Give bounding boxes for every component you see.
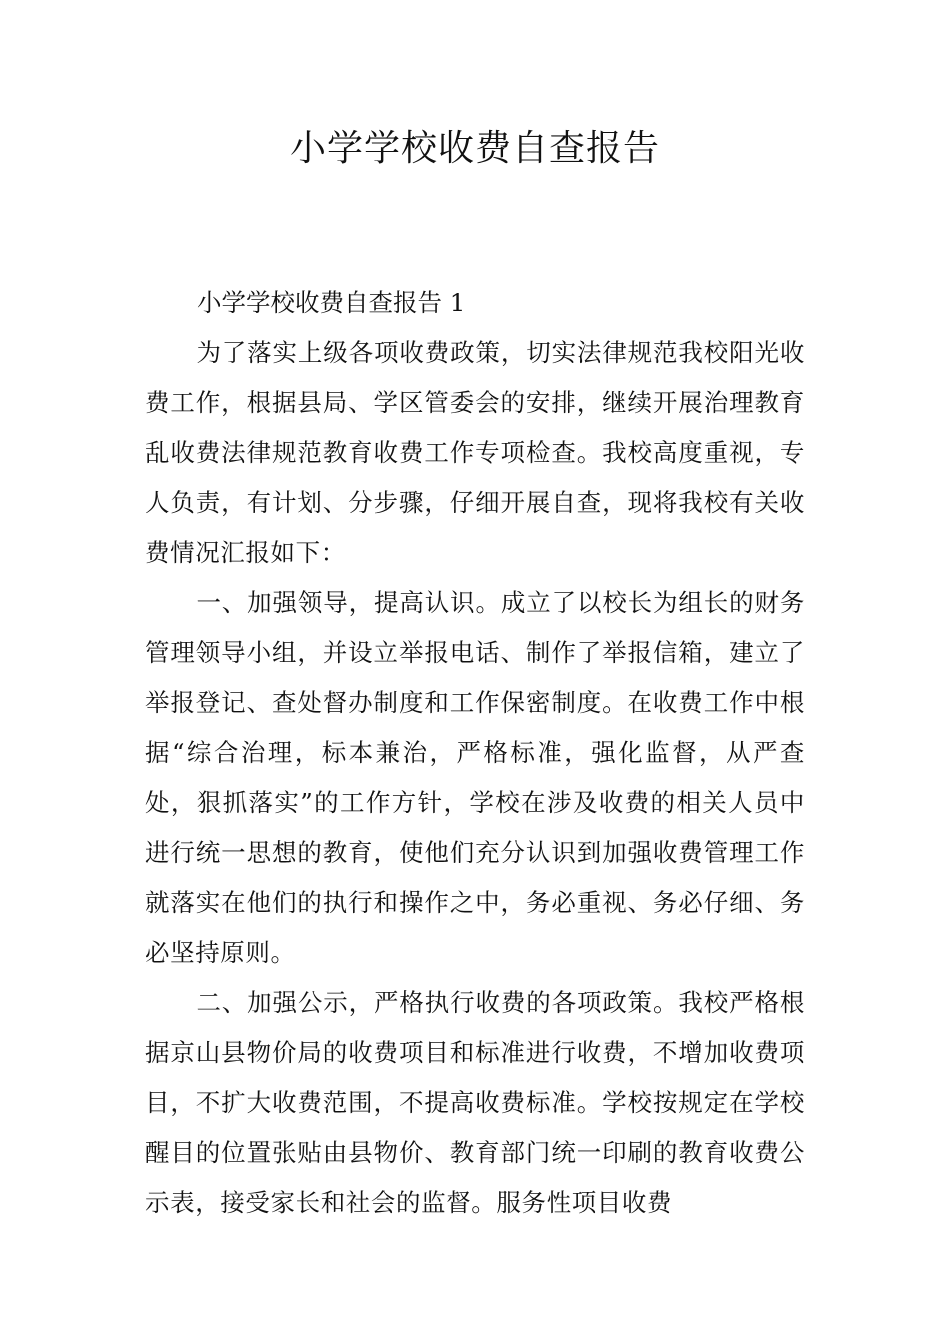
paragraph-publicity: 二、加强公示，严格执行收费的各项政策。我校严格根据京山县物价局的收费项目和标准进行收费，不增加收费项目，不扩大收费范围，不提高收费标准。学校按规定在学校醒目的位置张贴由县物价、教育部门统一印刷的教育收费公示表，接受家长和社会的监督。服务性项目收费 — [145, 988, 805, 1217]
document-body — [145, 278, 805, 1228]
section-heading: 小学学校收费自查报告 1 — [197, 288, 466, 317]
paragraph-intro: 为了落实上级各项收费政策，切实法律规范我校阳光收费工作，根据县局、学区管委会的安排，继续开展治理教育乱收费法律规范教育收费工作专项检查。我校高度重视，专人负责，有计划、分步骤，仔细开展自查，现将我校有关收费情况汇报如下： — [145, 338, 805, 567]
document-title: 小学学校收费自查报告 — [289, 128, 660, 169]
paragraph-leadership: 一、加强领导，提高认识。成立了以校长为组长的财务管理领导小组，并设立举报电话、制作了举报信箱，建立了举报登记、查处督办制度和工作保密制度。在收费工作中根据“综合治理，标本兼治，严格标准，强化监督，从严查处，狠抓落实”的工作方针，学校在涉及收费的相关人员中进行统一思想的教育，使他们充分认识到加强收费管理工作就落实在他们的执行和操作之中，务必重视、务必仔细、务必坚持原则。 — [145, 588, 805, 967]
